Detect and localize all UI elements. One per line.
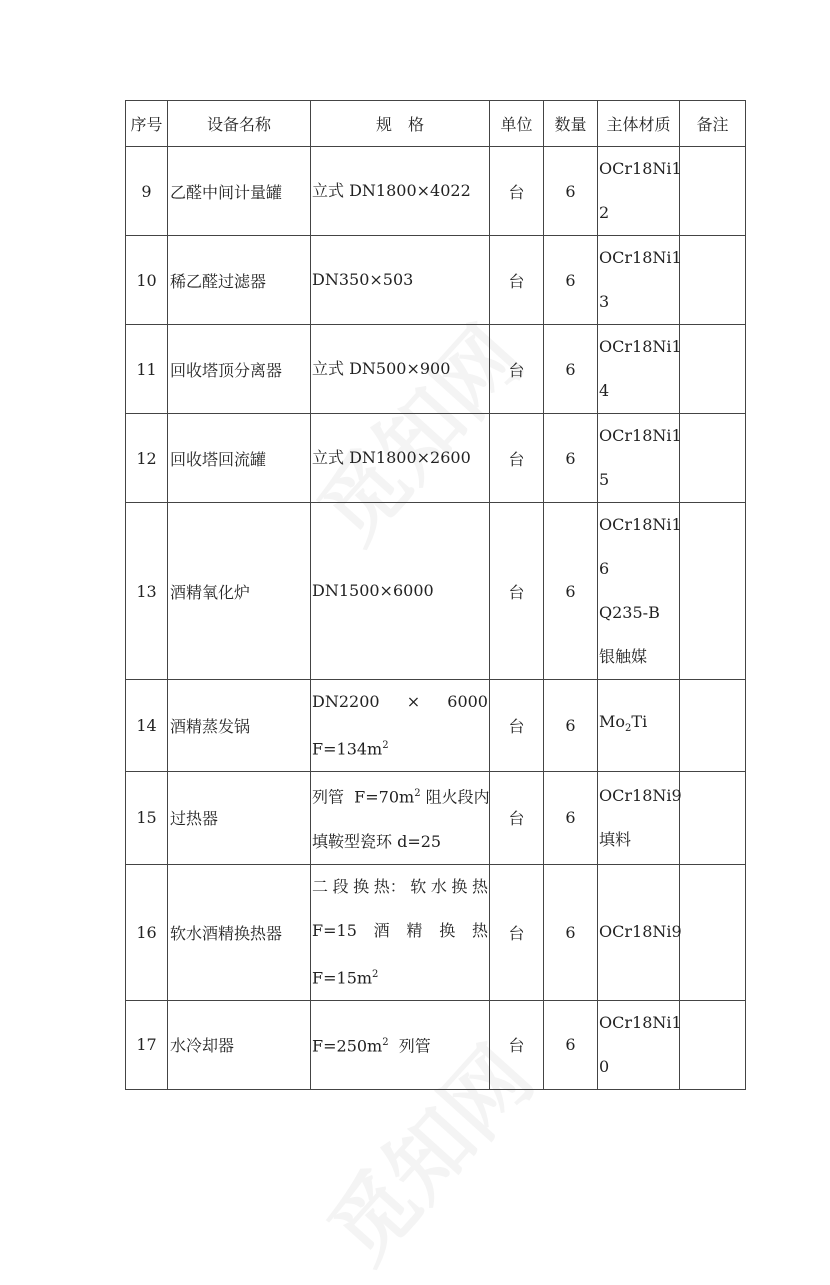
row-qty: 6 — [544, 147, 598, 236]
row-remark — [680, 772, 746, 864]
material-line: 5 — [599, 470, 610, 489]
spec-token: 热 — [471, 920, 488, 940]
spec-line: 填鞍型瓷环 d=25 — [312, 831, 442, 851]
spec-token: F=15m — [312, 967, 373, 987]
material-line: Q235-B — [599, 603, 660, 622]
row-name: 回收塔顶分离器 — [168, 325, 311, 414]
spec-token: F=250m — [312, 1036, 383, 1056]
row-spec — [311, 1000, 490, 1089]
row-remark — [680, 864, 746, 1000]
row-name: 水冷却器 — [168, 1000, 311, 1089]
row-spec: 立式 DN1800×4022 — [311, 147, 490, 236]
superscript: 2 — [382, 1037, 389, 1049]
spec-line — [312, 953, 489, 1000]
row-name: 酒精蒸发锅 — [168, 680, 311, 772]
table-row — [126, 1000, 746, 1089]
row-no: 15 — [126, 772, 168, 864]
material-line: 2 — [599, 203, 610, 222]
spec-token: 换 — [439, 920, 456, 940]
superscript: 2 — [372, 968, 379, 980]
header-name: 设备名称 — [168, 101, 311, 147]
table-header-row — [126, 101, 746, 147]
row-unit: 台 — [490, 325, 544, 414]
row-qty: 6 — [544, 236, 598, 325]
row-name: 回收塔回流罐 — [168, 414, 311, 503]
row-unit: 台 — [490, 680, 544, 772]
spec-token: 热 — [471, 876, 488, 896]
table-row — [126, 414, 746, 503]
material-line: 填料 — [599, 829, 632, 849]
row-material — [598, 1000, 680, 1089]
spec-token: 软 — [410, 876, 427, 896]
row-material — [598, 236, 680, 325]
row-material: OCr18Ni9 — [598, 864, 680, 1000]
table-row — [126, 772, 746, 864]
spec-token: F=134m — [312, 739, 383, 759]
material-line: OCr18Ni1 — [599, 1012, 682, 1032]
superscript: 2 — [414, 788, 421, 800]
row-qty: 6 — [544, 680, 598, 772]
row-spec — [311, 864, 490, 1000]
spec-token: 段 — [332, 876, 349, 896]
row-no: 10 — [126, 236, 168, 325]
header-material: 主体材质 — [598, 101, 680, 147]
material-token: Ti — [631, 712, 648, 732]
row-spec: 立式 DN1800×2600 — [311, 414, 490, 503]
row-unit: 台 — [490, 864, 544, 1000]
material-line: OCr18Ni1 — [599, 337, 682, 356]
spec-token: 换 — [353, 876, 370, 896]
header-no: 序号 — [126, 101, 168, 147]
spec-line — [312, 680, 489, 724]
row-remark — [680, 503, 746, 680]
spec-token: 列管 — [388, 1036, 431, 1056]
row-material — [598, 503, 680, 680]
spec-line — [312, 772, 489, 819]
row-spec: DN1500×6000 — [311, 503, 490, 680]
row-qty: 6 — [544, 325, 598, 414]
material-token: Mo — [599, 712, 626, 732]
spec-line — [312, 865, 489, 909]
material-line: OCr18Ni1 — [599, 248, 682, 267]
row-spec: 立式 DN500×900 — [311, 325, 490, 414]
spec-token: 水 — [430, 876, 447, 896]
row-no: 14 — [126, 680, 168, 772]
row-unit: 台 — [490, 772, 544, 864]
material-line: OCr18Ni1 — [599, 515, 682, 534]
row-no: 13 — [126, 503, 168, 680]
spec-line — [312, 724, 489, 771]
row-no: 12 — [126, 414, 168, 503]
material-line: OCr18Ni1 — [599, 426, 682, 445]
table-row — [126, 680, 746, 772]
header-qty: 数量 — [544, 101, 598, 147]
material-line: 银触媒 — [599, 647, 648, 666]
row-spec — [311, 772, 490, 864]
header-remark: 备注 — [680, 101, 746, 147]
row-name: 乙醛中间计量罐 — [168, 147, 311, 236]
superscript: 2 — [382, 740, 389, 751]
row-unit: 台 — [490, 414, 544, 503]
spec-token: F=15 — [312, 920, 357, 940]
row-remark — [680, 236, 746, 325]
row-unit: 台 — [490, 1000, 544, 1089]
row-unit: 台 — [490, 147, 544, 236]
row-unit: 台 — [490, 236, 544, 325]
spec-token: × — [406, 692, 421, 711]
row-no: 11 — [126, 325, 168, 414]
material-line: 3 — [599, 292, 610, 311]
row-material — [598, 325, 680, 414]
row-qty: 6 — [544, 503, 598, 680]
spec-token: 酒 — [373, 920, 390, 940]
row-name: 软水酒精换热器 — [168, 864, 311, 1000]
row-spec: DN350×503 — [311, 236, 490, 325]
header-unit: 单位 — [490, 101, 544, 147]
spec-token: 6000 — [447, 692, 488, 711]
row-material — [598, 147, 680, 236]
spec-token: 热： — [373, 876, 406, 896]
table-row — [126, 503, 746, 680]
table-row — [126, 864, 746, 1000]
row-spec — [311, 680, 490, 772]
equipment-table — [125, 100, 746, 1090]
spec-token: 阻火段内 — [420, 787, 490, 807]
row-remark — [680, 680, 746, 772]
row-qty: 6 — [544, 1000, 598, 1089]
row-material — [598, 680, 680, 772]
row-no: 16 — [126, 864, 168, 1000]
row-name: 过热器 — [168, 772, 311, 864]
row-qty: 6 — [544, 864, 598, 1000]
table-row — [126, 236, 746, 325]
material-line: OCr18Ni1 — [599, 159, 682, 178]
row-name: 稀乙醛过滤器 — [168, 236, 311, 325]
row-name: 酒精氧化炉 — [168, 503, 311, 680]
spec-token: 列管 F=70m — [312, 787, 415, 807]
spec-token: 精 — [406, 920, 423, 940]
table-row — [126, 147, 746, 236]
row-no: 17 — [126, 1000, 168, 1089]
row-remark — [680, 1000, 746, 1089]
row-material — [598, 414, 680, 503]
header-spec: 规 格 — [311, 101, 490, 147]
material-line: 0 — [599, 1056, 610, 1076]
material-line: OCr18Ni9 — [599, 785, 682, 805]
table-row — [126, 325, 746, 414]
material-line: 6 — [599, 559, 610, 578]
subscript: 2 — [625, 723, 632, 735]
spec-token: DN2200 — [312, 692, 380, 711]
spec-token: 换 — [451, 876, 468, 896]
spec-line — [312, 909, 489, 953]
material-line: 4 — [599, 381, 610, 400]
row-material — [598, 772, 680, 864]
row-unit: 台 — [490, 503, 544, 680]
spec-token: 二 — [312, 876, 329, 896]
row-qty: 6 — [544, 414, 598, 503]
row-qty: 6 — [544, 772, 598, 864]
row-remark — [680, 147, 746, 236]
row-no: 9 — [126, 147, 168, 236]
row-remark — [680, 414, 746, 503]
row-remark — [680, 325, 746, 414]
